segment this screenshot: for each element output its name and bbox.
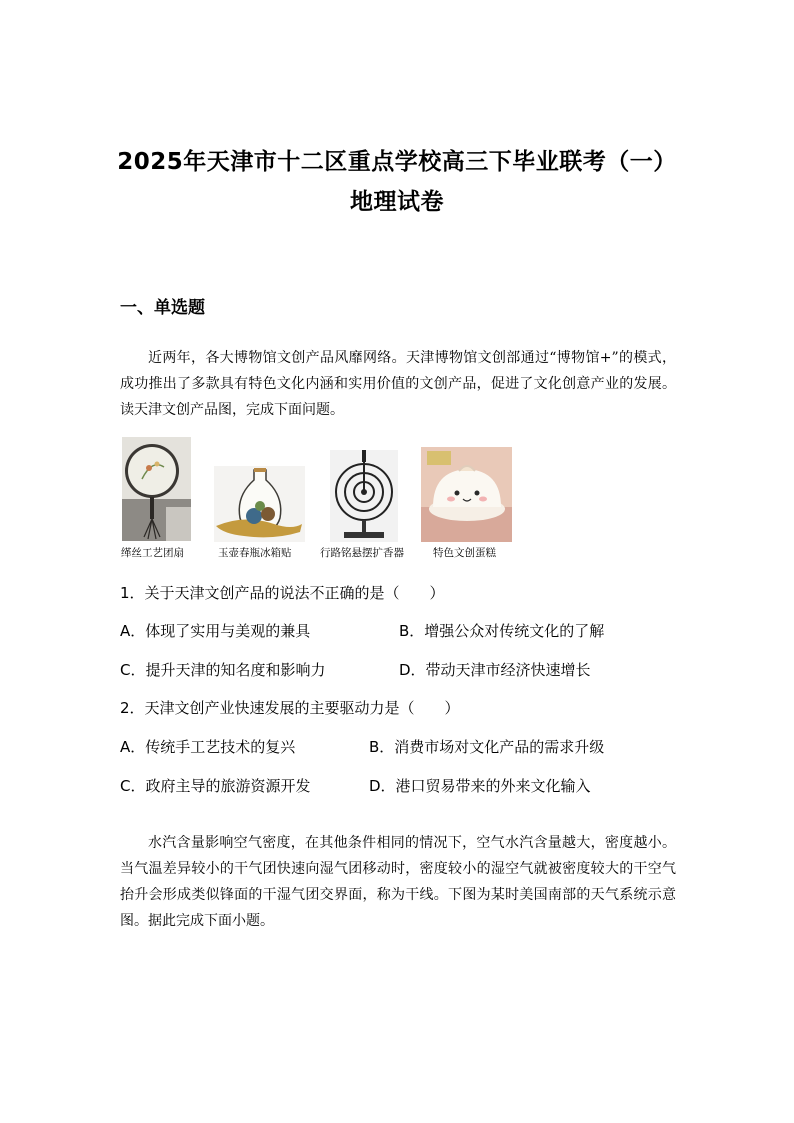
passage-dryline: 水汽含量影响空气密度，在其他条件相同的情况下，空气水汽含量越大，密度越小。当气温差异较小的干气团快速向湿气团移动时，密度较小的湿空气就被密度较大的干空气抬升会形成类似锋面的干湿气团交界面，称为干线。下图为某时美国南部的天气系统示意图。据此完成下面小题。 [120, 835, 676, 929]
exam-subtitle: 地理试卷 [350, 189, 444, 215]
figure-caption: 玉壶春瓶冰箱贴 [218, 547, 292, 559]
option-d[interactable]: D．港口贸易带来的外来文化输入 [369, 777, 591, 795]
passage-intro: 近两年，各大博物馆文创产品风靡网络。天津博物馆文创部通过“博物馆+”的模式，成功推出了多款具有特色文化内涵和实用价值的文创产品，促进了文化创意产业的发展。读天津文创产品图，完成下面问题。 [120, 350, 676, 418]
exam-title: 2025年天津市十二区重点学校高三下毕业联考（一） [117, 149, 677, 175]
figure-caption: 行路铭悬摆扩香器 [320, 547, 404, 559]
option-b[interactable]: B．消费市场对文化产品的需求升级 [369, 738, 605, 756]
figure-caption: 特色文创蛋糕 [433, 547, 496, 559]
option-c[interactable]: C．提升天津的知名度和影响力 [120, 661, 326, 679]
bun-cake-image [421, 447, 512, 542]
vase-magnet-image [214, 466, 305, 542]
option-a[interactable]: A．体现了实用与美观的兼具 [120, 622, 311, 640]
option-a[interactable]: A．传统手工艺技术的复兴 [120, 738, 296, 756]
section-heading: 一、单选题 [120, 298, 205, 318]
question-stem: 2．天津文创产业快速发展的主要驱动力是（ ） [120, 699, 460, 717]
pendulum-diffuser-image [330, 450, 398, 542]
option-c[interactable]: C．政府主导的旅游资源开发 [120, 777, 311, 795]
option-d[interactable]: D．带动天津市经济快速增长 [399, 661, 591, 679]
round-fan-image [122, 437, 191, 541]
figure-caption: 缂丝工艺团扇 [121, 547, 184, 559]
option-b[interactable]: B．增强公众对传统文化的了解 [399, 622, 605, 640]
question-stem: 1．关于天津文创产品的说法不正确的是（ ） [120, 584, 445, 602]
